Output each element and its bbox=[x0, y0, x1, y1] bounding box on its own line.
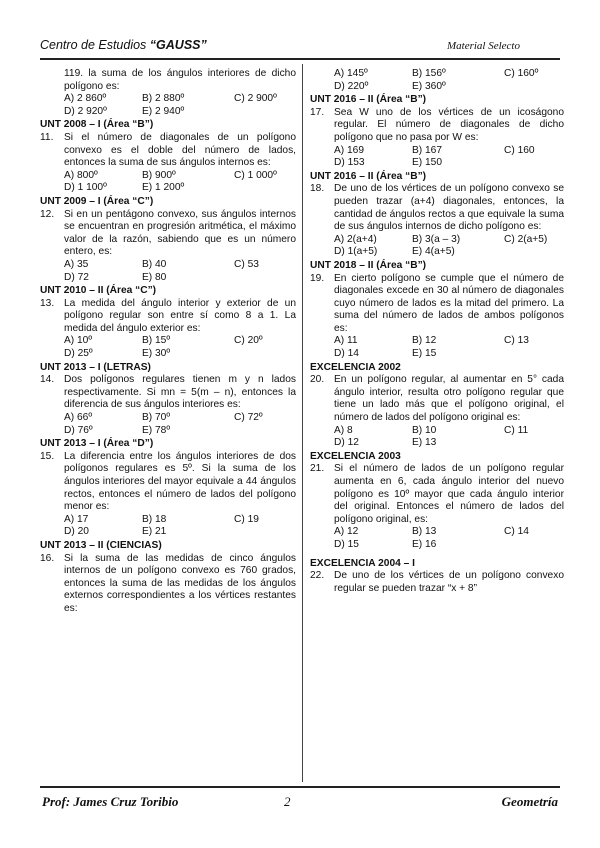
option: A) 11 bbox=[334, 335, 358, 347]
option: D) 153 bbox=[334, 157, 365, 169]
section-heading: UNT 2016 – II (Área “B”) bbox=[310, 94, 427, 106]
header-institution-name: “GAUSS” bbox=[149, 38, 207, 52]
header-material: Material Selecto bbox=[446, 40, 520, 52]
option: A) 10º bbox=[64, 335, 93, 347]
footer-author: Prof: James Cruz Toribio bbox=[42, 794, 179, 809]
page-header bbox=[40, 36, 560, 60]
page-footer bbox=[40, 786, 560, 812]
option: D) 25º bbox=[64, 348, 93, 360]
option: C) 19 bbox=[234, 513, 259, 525]
option: A) 2 860º bbox=[64, 93, 107, 105]
question-text: Si el número de lados de un polígono regular aumenta en 6, cada ángulo interior del nuevo polígono es 10º mayor que cada ángulo interior del original. Entonces el número de lados del polígono original, es: bbox=[334, 463, 564, 525]
question-text: De uno de los vértices de un polígono convexo se pueden trazar (a+4) diagonales, entonces, la cantidad de ángulos rectos a que equivale la suma de sus ángulos internos de dicho polígono es: bbox=[334, 183, 564, 233]
section-heading: UNT 2010 – II (Área “C”) bbox=[40, 285, 157, 297]
right-column bbox=[310, 68, 564, 595]
question-text: Si el número de diagonales de un polígono convexo es el doble del número de lados, entonces la suma de sus ángulos internos es: bbox=[64, 131, 296, 169]
question-number: 19. bbox=[310, 272, 325, 284]
question-21-options bbox=[310, 526, 564, 551]
option: C) 72º bbox=[234, 412, 263, 424]
section-heading: UNT 2008 – I (Área “B”) bbox=[40, 119, 154, 131]
option: A) 2(a+4) bbox=[334, 233, 377, 245]
question-number: 16. bbox=[40, 552, 55, 564]
section-heading: UNT 2016 – II (Área “B”) bbox=[310, 170, 427, 182]
option: A) 169 bbox=[334, 144, 365, 156]
option: E) 78º bbox=[142, 424, 171, 436]
left-column bbox=[40, 68, 296, 616]
question-20 bbox=[310, 374, 564, 424]
option: B) 13 bbox=[412, 526, 437, 538]
question-15-options bbox=[40, 514, 296, 539]
question-15 bbox=[40, 451, 296, 514]
question-17-options bbox=[310, 145, 564, 170]
question-text: La medida del ángulo interior y exterior de un polígono regular son entre sí como 8 a 1. La medida del ángulo exterior es: bbox=[64, 297, 296, 334]
section-heading: EXCELENCIA 2002 bbox=[310, 361, 401, 373]
section-heading: UNT 2009 – I (Área “C”) bbox=[40, 195, 154, 207]
option: E) 13 bbox=[412, 437, 437, 449]
question-number: 12. bbox=[40, 208, 55, 220]
section-heading: UNT 2013 – II (CIENCIAS) bbox=[40, 539, 162, 551]
section-heading: EXCELENCIA 2004 – I bbox=[310, 557, 415, 569]
section-heading: UNT 2013 – I (LETRAS) bbox=[40, 361, 151, 373]
question-16 bbox=[40, 553, 296, 616]
question-11-options bbox=[40, 170, 296, 195]
option: D) 220º bbox=[334, 80, 369, 92]
option: C) 14 bbox=[504, 526, 529, 538]
option: A) 800º bbox=[64, 169, 98, 181]
question-number: 17. bbox=[310, 106, 325, 118]
option: C) 1 000º bbox=[234, 169, 277, 181]
section-heading: UNT 2018 – II (Área “B”) bbox=[310, 259, 427, 271]
question-13-options bbox=[40, 335, 296, 360]
option: D) 15 bbox=[334, 538, 359, 550]
header-institution-text: Centro de Estudios bbox=[40, 38, 150, 52]
question-16-options bbox=[310, 68, 564, 93]
option: D) 76º bbox=[64, 424, 93, 436]
option: D) 12 bbox=[334, 437, 359, 449]
question-17 bbox=[310, 107, 564, 145]
option: A) 8 bbox=[334, 424, 353, 436]
option: C) 160º bbox=[504, 68, 539, 79]
question-14-options bbox=[40, 412, 296, 437]
question-14 bbox=[40, 374, 296, 412]
option: E) 2 940º bbox=[142, 105, 185, 117]
column-divider bbox=[302, 64, 303, 782]
question-text: Si en un pentágono convexo, sus ángulos internos se encuentran en progresión aritmética, el máximo valor de la razón, sabiendo que es un número entero, es: bbox=[64, 208, 296, 258]
question-119-options bbox=[40, 93, 296, 118]
question-13 bbox=[40, 298, 296, 336]
question-number: 13. bbox=[40, 297, 55, 309]
option: A) 35 bbox=[64, 258, 89, 270]
question-number: 14. bbox=[40, 374, 55, 386]
question-21 bbox=[310, 463, 564, 526]
option: E) 360º bbox=[412, 80, 446, 92]
option: C) 53 bbox=[234, 258, 259, 270]
option: B) 40 bbox=[142, 258, 167, 270]
question-text: En cierto polígono se cumple que el número de diagonales excede en 30 al número de diagonales cuyo número de lados es la mitad del primero. La suma del número de lados de ambos polígonos es: bbox=[334, 272, 564, 334]
option: D) 20 bbox=[64, 526, 89, 538]
option: B) 900º bbox=[142, 169, 176, 181]
option: B) 10 bbox=[412, 424, 437, 436]
option: D) 14 bbox=[334, 348, 359, 360]
option: E) 16 bbox=[412, 538, 437, 550]
question-text: Sea W uno de los vértices de un icoságono regular. El número de diagonales de dicho polígono que no pasa por W es: bbox=[334, 106, 564, 143]
question-text: Si la suma de las medidas de cinco ángulos internos de un polígono convexo es 760 grados, entonces la suma de las medidas de los ángulos externos correspondientes a los vértices restantes es: bbox=[64, 552, 296, 614]
option: E) 150 bbox=[412, 157, 443, 169]
option: B) 167 bbox=[412, 144, 443, 156]
option: E) 4(a+5) bbox=[412, 246, 455, 258]
option: B) 15º bbox=[142, 335, 171, 347]
question-number: 11. bbox=[40, 131, 54, 143]
question-18-options bbox=[310, 234, 564, 259]
question-text: Dos polígonos regulares tienen m y n lados respectivamente. Si mn = 5(m – n), entonces la diferencia de sus ángulos interiores es: bbox=[64, 374, 296, 411]
option: B) 156º bbox=[412, 68, 446, 79]
option: C) 13 bbox=[504, 335, 529, 347]
option: B) 2 880º bbox=[142, 93, 185, 105]
option: C) 20º bbox=[234, 335, 263, 347]
section-heading: UNT 2013 – I (Área “D”) bbox=[40, 438, 154, 450]
question-text: De uno de los vértices de un polígono convexo regular se pueden trazar “x + 8” bbox=[334, 570, 564, 594]
question-18 bbox=[310, 183, 564, 233]
question-text: La diferencia entre los ángulos interiores de dos polígonos regulares es 5º. Si la suma de los ángulos interiores del mayor equivale a 44 ángulos rectos, entonces el número de lados del polígono menor es: bbox=[64, 450, 296, 513]
option: D) 1 100º bbox=[64, 182, 107, 194]
question-22 bbox=[310, 570, 564, 595]
option: D) 1(a+5) bbox=[334, 246, 378, 258]
question-number: 15. bbox=[40, 450, 55, 462]
option: B) 18 bbox=[142, 513, 167, 525]
question-text: En un polígono regular, al aumentar en 5° cada ángulo interior, resulta otro polígono regular que tiene un lado más que el polígono original, el número de lados del polígono original es: bbox=[334, 374, 564, 424]
option: B) 3(a – 3) bbox=[412, 233, 461, 245]
question-11 bbox=[40, 132, 296, 170]
question-19-options bbox=[310, 335, 564, 360]
question-19 bbox=[310, 273, 564, 336]
option: C) 11 bbox=[504, 424, 529, 436]
option: E) 80 bbox=[142, 271, 167, 283]
option: E) 30º bbox=[142, 348, 171, 360]
option: D) 2 920º bbox=[64, 105, 107, 117]
question-number: 21. bbox=[310, 463, 325, 475]
option: C) 2 900º bbox=[234, 93, 277, 105]
question-20-options bbox=[310, 425, 564, 450]
question-number: 22. bbox=[310, 570, 325, 582]
section-heading: EXCELENCIA 2003 bbox=[310, 450, 401, 462]
option: A) 145º bbox=[334, 68, 368, 79]
option: A) 66º bbox=[64, 412, 93, 424]
option: B) 12 bbox=[412, 335, 437, 347]
option: D) 72 bbox=[64, 271, 89, 283]
option: E) 21 bbox=[142, 526, 167, 538]
option: C) 2(a+5) bbox=[504, 233, 548, 245]
option: E) 15 bbox=[412, 348, 437, 360]
footer-page-number: 2 bbox=[284, 794, 291, 809]
option: C) 160 bbox=[504, 144, 535, 156]
option: B) 70º bbox=[142, 412, 171, 424]
question-12-options bbox=[40, 259, 296, 284]
question-119-text: 119. la suma de los ángulos interiores de dicho polígono es: bbox=[64, 68, 296, 92]
question-number: 20. bbox=[310, 374, 325, 386]
header-institution bbox=[40, 38, 207, 52]
question-12 bbox=[40, 209, 296, 259]
option: E) 1 200º bbox=[142, 182, 185, 194]
option: A) 17 bbox=[64, 513, 89, 525]
option: A) 12 bbox=[334, 526, 359, 538]
question-number: 18. bbox=[310, 183, 325, 195]
footer-subject: Geometría bbox=[501, 794, 558, 809]
